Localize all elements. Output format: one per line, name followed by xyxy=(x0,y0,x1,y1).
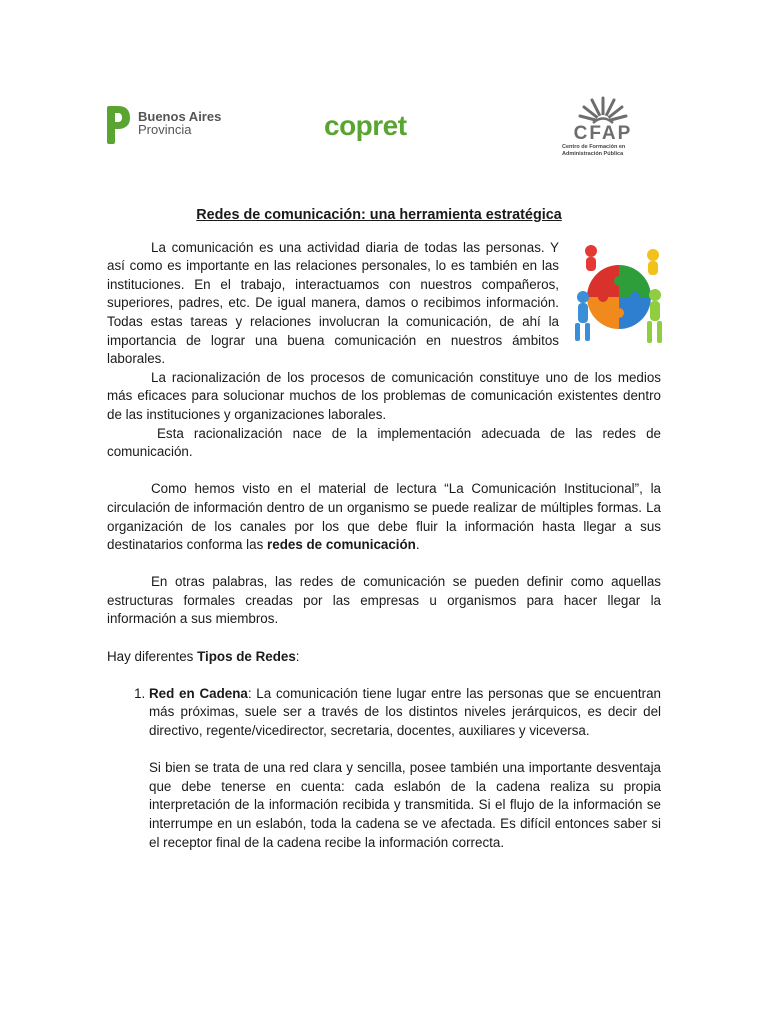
document-header xyxy=(0,92,768,167)
list-item xyxy=(149,685,661,852)
network-types-list xyxy=(107,685,661,852)
list-item-text-2: Si bien se trata de una red clara y sencilla, posee también una importante desventaja que debe tenerse en cuenta: cada eslabón de la cadena realiza su propia interpretación de la información recibida y transmitida. Si el flujo de la información se interrumpe en un eslabón, toda la cadena se ve afectada. Es difícil entonces saber si el receptor final de la cadena recibe la información correcta. xyxy=(149,760,661,850)
cfap-logo xyxy=(558,92,648,164)
spacer xyxy=(107,462,661,481)
sun-rays-icon xyxy=(573,92,633,126)
document-title-text: Redes de comunicación: una herramienta estratégica xyxy=(196,207,562,223)
paragraph-6-bold: Tipos de Redes xyxy=(197,648,296,664)
spacer xyxy=(107,666,661,685)
paragraph-2: La racionalización de los procesos de comunicación constituye uno de los medios más eficaces para solucionar muchos de los problemas de comunicación existentes dentro de las instituciones y organizaciones laborales. xyxy=(107,369,661,422)
cfap-subtitle-2: Administración Pública xyxy=(562,151,624,157)
puzzle-people-illustration xyxy=(569,243,669,351)
cfap-subtitle-1: Centro de Formación en xyxy=(562,144,626,150)
spacer xyxy=(107,555,661,574)
buenos-aires-p-icon xyxy=(104,104,134,146)
paragraph-1: La comunicación es una actividad diaria de todas las personas. Y así como es importante en las relaciones personales, lo es también en las instituciones. En el trabajo, interactuamos con nuestros compañeros, superiores, padres, etc. De igual manera, damos o recibimos información. Todas estas tareas y relaciones involucran la comunicación, de ahí la importancia de lograr una buena comunicación en nuestros ámbitos laborales. xyxy=(107,239,559,367)
paragraph-5: En otras palabras, las redes de comunicación se pueden definir como aquellas estructuras formales creadas por las empresas u organismos para hacer llegar la información a sus miembros. xyxy=(107,574,661,627)
paragraph-4-start: Como hemos visto en el material de lectura “La Comunicación Institucional”, la circulación de información dentro de un organismo se puede realizar de múltiples formas. La organización de los canales por los que debe fluir la información hasta llegar a sus destinatarios conforma las xyxy=(107,481,661,553)
paragraph-6-end: : xyxy=(295,648,300,664)
paragraph-4-end: . xyxy=(415,537,420,553)
paragraph-6 xyxy=(107,648,661,667)
list-item-term: Red en Cadena xyxy=(149,685,248,701)
spacer xyxy=(149,741,661,760)
list-item-text xyxy=(149,685,661,741)
puzzle-teamwork-icon xyxy=(569,243,669,351)
paragraph-4-bold: redes de comunicación xyxy=(267,537,416,553)
document-body xyxy=(107,206,661,852)
document-title xyxy=(107,206,661,225)
paragraph-6-start: Hay diferentes xyxy=(107,648,198,664)
paragraph-3: Esta racionalización nace de la implementación adecuada de las redes de comunicación. xyxy=(107,425,661,460)
cfap-title: CFAP xyxy=(573,123,633,144)
paragraph-4 xyxy=(107,480,661,554)
logo-ba-line2: Provincia xyxy=(138,122,192,137)
logo-ba-line1: Buenos Aires xyxy=(138,109,222,124)
copret-logo: copret xyxy=(324,110,407,141)
buenos-aires-text xyxy=(138,110,221,136)
spacer xyxy=(107,629,661,648)
buenos-aires-provincia-logo xyxy=(104,104,224,148)
list-item-description: : La comunicación tiene lugar entre las personas que se encuentran más próximas, suele ser a través de los distintos niveles jerárquicos, es decir del directivo, regente/vicedirector, secretaria, docentes, auxiliares y viceversa. xyxy=(149,685,661,739)
